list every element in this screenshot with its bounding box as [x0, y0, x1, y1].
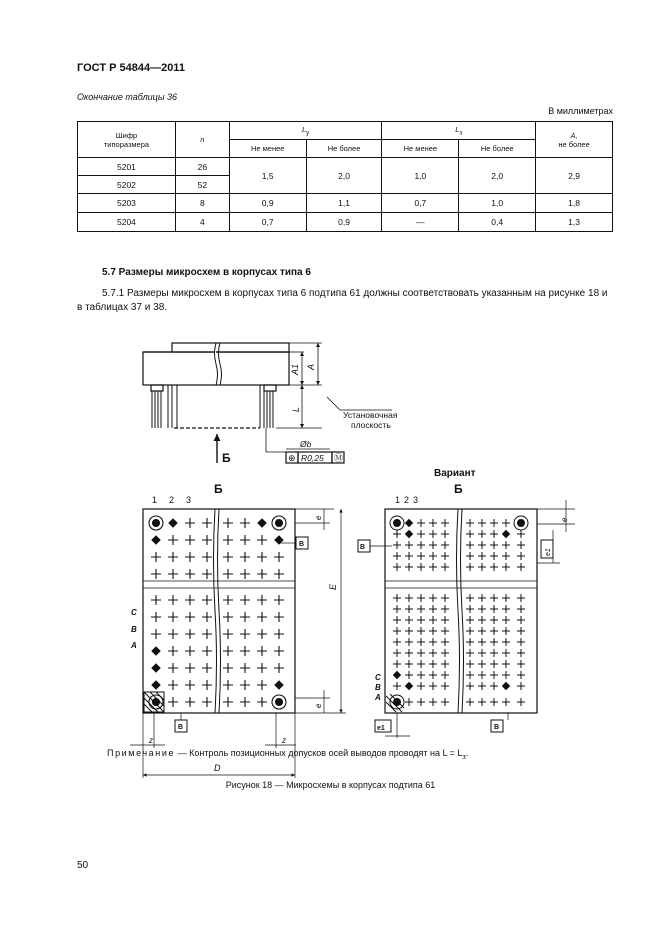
svg-text:A: A	[375, 693, 381, 702]
col-l3: $L_з$	[382, 122, 536, 140]
svg-text:Б: Б	[222, 451, 231, 465]
table-units: В миллиметрах	[548, 106, 613, 116]
svg-text:e1: e1	[377, 725, 385, 732]
svg-text:C: C	[375, 673, 381, 682]
col-ly-min: Не менее	[229, 140, 306, 158]
table-caption: Окончание таблицы 36	[77, 92, 177, 102]
svg-text:1: 1	[152, 495, 158, 505]
svg-text:Установочная: Установочная	[343, 410, 398, 420]
pin-ring-core	[394, 520, 401, 527]
col-l3-min: Не менее	[382, 140, 459, 158]
svg-text:Вариант: Вариант	[434, 468, 476, 479]
svg-text:B: B	[131, 625, 137, 634]
svg-text:В: В	[299, 541, 305, 548]
svg-text:z: z	[282, 736, 286, 745]
svg-text:Øb: Øb	[300, 439, 312, 449]
page-number: 50	[77, 860, 89, 871]
svg-text:A: A	[131, 641, 137, 650]
pin-ring-core	[276, 699, 283, 706]
side-view	[143, 343, 392, 463]
svg-text:В: В	[178, 724, 184, 731]
svg-text:e: e	[314, 703, 323, 708]
pin-ring-core	[153, 520, 160, 527]
svg-text:e1: e1	[545, 548, 552, 556]
col-ly-max: Не более	[306, 140, 382, 158]
figure-caption: Рисунок 18 — Микросхемы в корпусах подтипа 61	[225, 780, 436, 790]
section-title: 5.7 Размеры микросхем в корпусах типа 6	[102, 267, 311, 278]
svg-text:3: 3	[413, 495, 419, 505]
variant-view	[358, 468, 575, 738]
svg-text:A: A	[306, 363, 316, 370]
svg-text:плоскость: плоскость	[351, 420, 391, 430]
svg-text:e: e	[560, 517, 569, 522]
col-n: n	[175, 122, 229, 158]
svg-text:C: C	[131, 608, 137, 617]
section-paragraph: 5.7.1 Размеры микросхем в корпусах типа 6 подтипа 61 должны соответствовать указанным на рисунке 18 и в таблицах 37 и 38.	[77, 288, 608, 313]
svg-text:В: В	[360, 544, 366, 551]
svg-text:Б: Б	[214, 482, 223, 496]
svg-text:E: E	[328, 583, 338, 590]
col-a: А, не более	[536, 122, 613, 158]
table-row: 5202 52	[78, 176, 613, 194]
figure-note: Примечание — Контроль позиционных допусков осей выводов проводят на $L = L_з$.	[107, 748, 469, 761]
standard-header: ГОСТ Р 54844—2011	[77, 62, 185, 74]
svg-text:3: 3	[186, 495, 192, 505]
svg-text:L: L	[291, 406, 301, 412]
svg-text:1: 1	[395, 495, 401, 505]
table-row: 5201 26 1,5 2,0 1,0 2,0 2,9	[78, 158, 613, 176]
col-ly: $L_у$	[229, 122, 382, 140]
bottom-view-b	[130, 482, 346, 778]
svg-text:A1: A1	[290, 363, 300, 375]
svg-text:2: 2	[404, 495, 410, 505]
col-cipher: Шифр типоразмера	[78, 122, 176, 158]
svg-text:Ⓜ: Ⓜ	[334, 453, 344, 463]
svg-text:2: 2	[169, 495, 175, 505]
svg-text:D: D	[214, 763, 221, 773]
svg-text:Б: Б	[454, 482, 463, 496]
pin-ring-core	[518, 520, 525, 527]
svg-text:В: В	[494, 724, 500, 731]
table-row: 5203 8 0,9 1,1 0,7 1,0 1,8	[78, 194, 613, 213]
pin-ring-core	[276, 520, 283, 527]
table-row: 5204 4 0,7 0,9 — 0,4 1,3	[78, 213, 613, 232]
svg-text:R0,25: R0,25	[301, 453, 324, 463]
svg-text:z: z	[149, 736, 153, 745]
svg-text:B: B	[375, 683, 381, 692]
col-l3-max: Не более	[459, 140, 536, 158]
svg-text:⊕: ⊕	[288, 453, 296, 463]
svg-text:e: e	[314, 515, 323, 520]
